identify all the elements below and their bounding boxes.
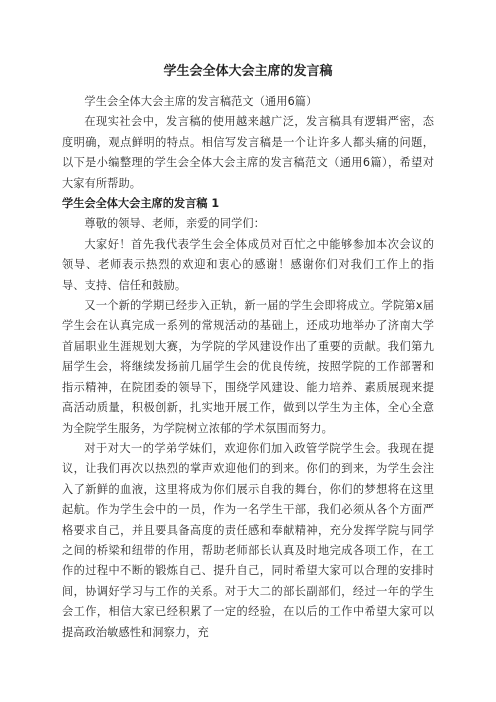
paragraph: 大家好！首先我代表学生会全体成员对百忙之中能够参加本次会议的领导、老师表示热烈的欢迎和衷心的感谢！感谢你们对我们工作上的指导、支持、信任和鼓励。 bbox=[62, 237, 434, 292]
paragraph: 在现实社会中，发言稿的使用越来越广泛，发言稿具有逻辑严密，态度明确，观点鲜明的特点。相信写发言稿是一个让许多人都头痛的问题，以下是小编整理的学生会全体大会主席的发言稿范文（通用6篇），希望对大家有所帮助。 bbox=[62, 115, 434, 190]
paragraph: 对于对大一的学弟学妹们，欢迎你们加入政管学院学生会。我现在提议，让我们再次以热烈的掌声欢迎他们的到来。你们的到来，为学生会注入了新鲜的血液，这里将成为你们展示自我的舞台，你们的梦想将在这里起航。作为学生会中的一员，作为一名学生干部，我们必须从各个方面严格要求自己，并且要具备高度的责任感和奉献精神，充分发挥学院与同学之间的桥梁和纽带的作用，帮助老师部长认真及时地完成各项工作，在工作的过程中不断的锻炼自己、提升自己，同时希望大家可以合理的安排时间，协调好学习与工作的关系。对于大二的部长副部们，经过一年的学生会工作，相信大家已经积累了一定的经验，在以后的工作中希望大家可以提高政治敏感性和洞察力，充 bbox=[62, 441, 434, 639]
paragraph: 学生会全体大会主席的发言稿范文（通用6篇） bbox=[84, 95, 318, 108]
paragraph: 尊敬的领导、老师，亲爱的同学们： bbox=[84, 217, 265, 231]
paragraph: 又一个新的学期已经步入正轨，新一届的学生会即将成立。学院第x届学生会在认真完成一系列的常规活动的基础上，还成功地举办了济南大学首届职业生涯规划大赛，为学院的学风建设作出了重要的贡献。我们第九届学生会，将继续发扬前几届学生会的优良传统，按照学院的工作部署和指示精神，在院团委的领导下，围绕学风建设、能力培养、素质展现来提高活动质量，积极创新，扎实地开展工作，做到以学生为主体，全心全意为全院学生服务，为学院树立浓郁的学术氛围而努力。 bbox=[62, 299, 434, 435]
document-body bbox=[62, 92, 434, 643]
document-title: 学生会全体大会主席的发言稿 bbox=[163, 64, 333, 79]
section-heading: 学生会全体大会主席的发言稿 1 bbox=[62, 197, 220, 211]
